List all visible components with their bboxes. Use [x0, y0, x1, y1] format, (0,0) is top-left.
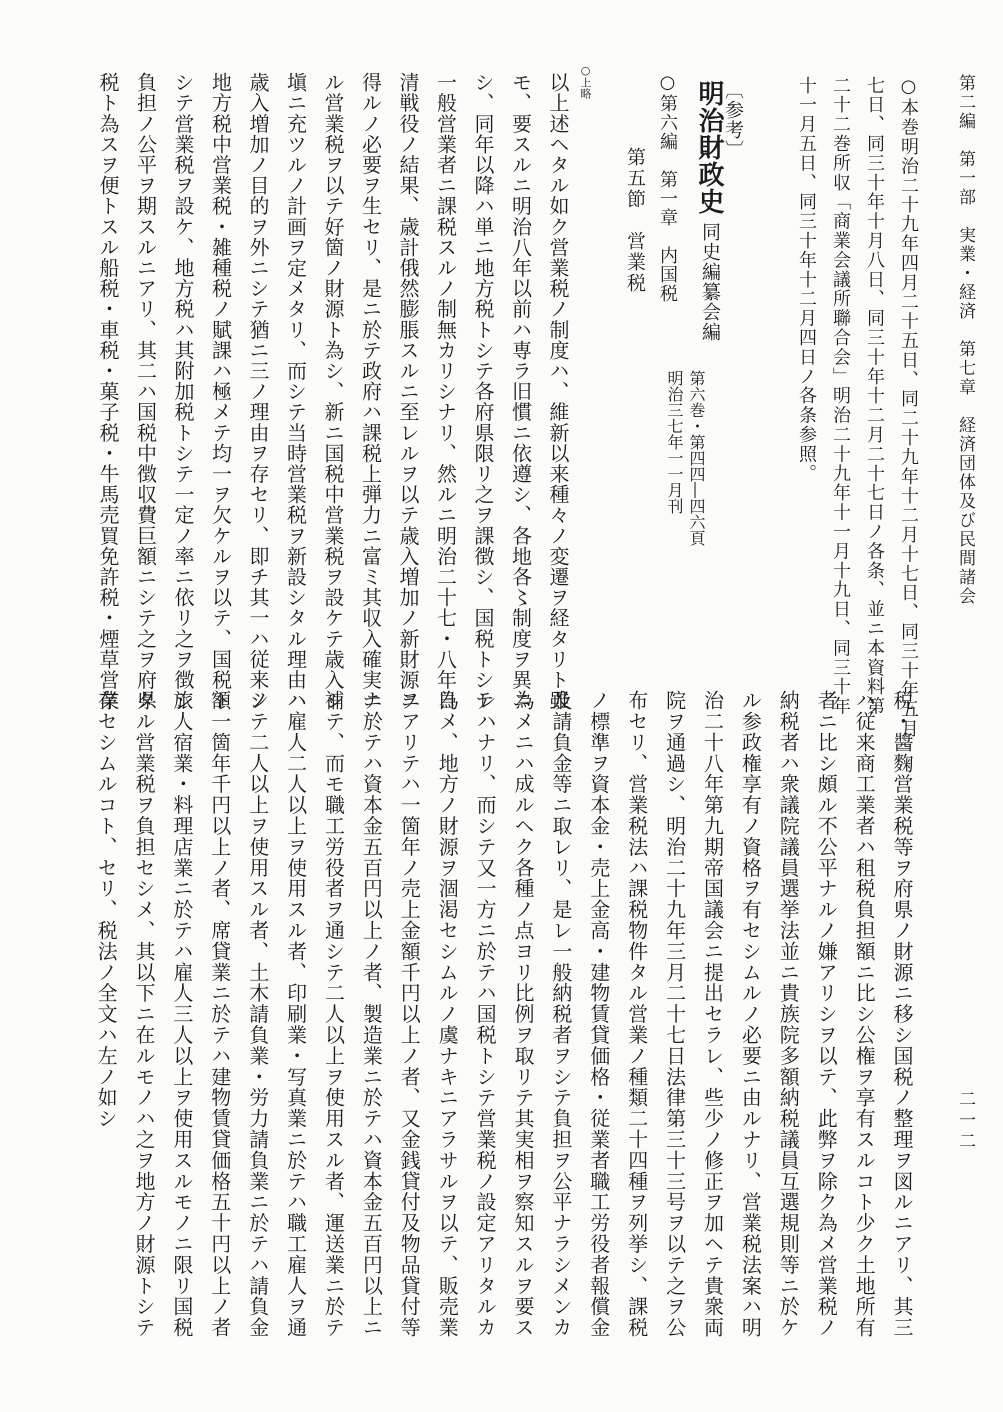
text-column: 一般営業者ニ課税スルノ制無カリシナリ、然ルニ明治二十七・八年日 [433, 72, 458, 711]
text-column: 布セリ、営業税法ハ課税物件タル営業ノ種類二十四種ヲ列挙シ、課税 [624, 690, 649, 1338]
text-column: 院ヲ通過シ、明治二十九年三月二十七日法律第三十三号ヲ以テ之ヲ公 [662, 690, 687, 1338]
section-heading: 第五節 営業税 [624, 147, 646, 294]
text-column: 以上述ヘタル如ク営業税ノ制度ハ、維新以来種々ノ変遷ヲ経タリト雖 [546, 72, 570, 711]
book-title: 明治財政史 [694, 80, 724, 215]
text-column: ハ従来商工業者ハ租税負担額ニ比シ公権ヲ享有スルコト少ク土地所有 [852, 690, 877, 1338]
text-column: 及請負金等ニ取レリ、是レ一般納税者ヲシテ負担ヲ公平ナラシメンカ [548, 690, 573, 1338]
text-column: シテ、而モ職工労役者ヲ通シテ二人以上ヲ使用スル者、運送業ニ於テ [321, 690, 346, 1338]
running-header: 第二編 第一部 実業・経済 第七章 経済団体及び民間諸会 [955, 74, 975, 606]
text-column: ニ於テハ資本金五百円以上ノ者、製造業ニ於テハ資本金五百円以上ニ [359, 690, 384, 1338]
text-column: 納税者ハ衆議院議員選挙法並ニ貴族院多額納税議員互選規則等ニ於ケ [776, 690, 801, 1338]
page-number: 二一二 [955, 1090, 975, 1153]
text-column: シテ営業税ヲ設ケ、地方税ハ其附加税トシテ一定ノ率ニ依リ之ヲ徴シ [171, 72, 195, 711]
text-column: タル営業税ヲ負担セシメ、其以下ニ在ルモノハ之ヲ地方ノ財源トシテ [132, 690, 156, 1338]
text-column: 者ニ比シ頗ル不公平ナルノ嫌アリシヲ以テ、此弊ヲ除ク為メ営業税ノ [814, 690, 839, 1338]
text-column: ニアリテハ一箇年ノ売上金額千円以上ノ者、又金銭貸付及物品貸付等 [397, 690, 422, 1338]
text-column: モ、要スルニ明治八年以前ハ専ラ旧慣ニ依遵シ、各地各〻制度ヲ異ニ [508, 72, 533, 711]
text-column: 得ルノ必要ヲ生セリ、是ニ於テ政府ハ課税上弾力ニ富ミ其収入確実ナ [358, 72, 383, 711]
text-column: ハ雇人二人以上ヲ使用スル者、印刷業・写真業ニ於テハ職工雇人ヲ通 [283, 690, 308, 1338]
note-line: 二十二巻所収「商業会議所聯合会」明治二十九年十一月十九日、同三十年 [830, 76, 851, 717]
text-column: 地方税中営業税・雑種税ノ賦課ハ極メテ均一ヲ欠ケルヲ以テ、国税ト [208, 72, 233, 711]
text-column: 治二十八年第九期帝国議会ニ提出セラレ、些少ノ修正ヲ加ヘテ貴衆両 [700, 690, 725, 1338]
text-column: 旅人宿業・料理店業ニ於テハ雇人三人以上ヲ使用スルモノニ限リ国税 [169, 690, 194, 1338]
reference-mark: 〔参考〕 [722, 80, 744, 160]
text-column: シ、同年以降ハ単ニ地方税トシテ各府県限リ之ヲ課徴シ、国税トシテ [471, 72, 495, 711]
text-column: レハナリ、而シテ又一方ニ於テハ国税トシテ営業税ノ設定アリタルカ [473, 690, 498, 1338]
text-column: 歳入増加ノ目的ヲ外ニシテ猶ニ三ノ理由ヲ存セリ、即チ其一ハ従来ノ [246, 72, 270, 711]
text-column: シテ二人以上ヲ使用スル者、土木請負業・労力請負業ニ於テハ請負金 [245, 690, 270, 1338]
text-column: ル参政権享有ノ資格ヲ有セシムルノ必要ニ由ルナリ、営業税法案ハ明 [738, 690, 763, 1338]
volume-info: 第六巻・第四四―四六頁 [687, 370, 706, 546]
text-column: ノ標準ヲ資本金・売上金高・建物賃貸価格・従業者職工労役者報償金 [586, 690, 611, 1338]
text-column: 存セシムルコト、セリ、税法ノ全文ハ左ノ如シ [94, 690, 119, 1129]
text-column: 税・醬麴営業税等ヲ府県ノ財源ニ移シ国税ノ整理ヲ図ルニアリ、其三 [890, 690, 914, 1338]
text-column: 為メニハ成ルヘク各種ノ点ヨリ比例ヲ取リテ其実相ヲ察知スルヲ要ス [511, 690, 535, 1338]
text-column: 負担ノ公平ヲ期スルニアリ、其二ハ国税中徴収費巨額ニシテ之ヲ府県 [133, 72, 158, 711]
omission-mark: ○上略 [579, 64, 592, 99]
note-line: 七日、同三十年十月八日、同三十年十二月二十七日ノ各条、並ニ本資料第 [864, 76, 885, 717]
text-column: 税ト為スヲ便トスル船税・車税・菓子税・牛馬売買免許税・煙草営業 [96, 72, 120, 711]
part-heading: ○第六編 第一章 内国税 [657, 72, 678, 303]
note-line: ○本巻明治二十九年四月二十五日、同二十九年十二月十七日、同三十年五月 [898, 76, 919, 739]
publication-date: 明治三七年一一月刊 [665, 370, 684, 514]
text-column: 額一箇年千円以上ノ者、席貸業ニ於テハ建物賃貸価格五十円以上ノ者 [207, 690, 232, 1338]
text-column: 塡ニ充ツルノ計画ヲ定メタリ、而シテ当時営業税ヲ新設シタル理由ハ [283, 72, 308, 711]
book-editor: 同史編纂会編 [699, 222, 721, 342]
text-column: 清戦役ノ結果、歳計俄然膨脹スルニ至レルヲ以テ歳入増加ノ新財源ヲ [396, 72, 420, 711]
text-column: 為メ、地方ノ財源ヲ涸渇セシムルノ虞ナキニアラサルヲ以テ、販売業 [435, 690, 460, 1338]
text-column: ル営業税ヲ以テ好箇ノ財源ト為シ、新ニ国税中営業税ヲ設ケテ歳入補 [321, 72, 345, 711]
note-line: 十一月五日、同三十年十二月四日ノ各条参照。 [796, 76, 817, 484]
